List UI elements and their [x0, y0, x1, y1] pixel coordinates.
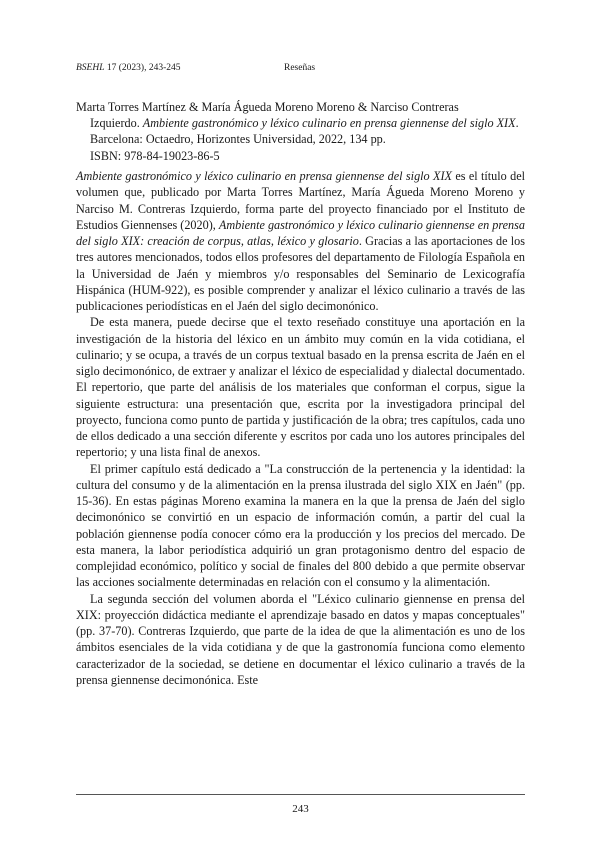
- running-header: [76, 63, 525, 77]
- section-label: Reseñas: [284, 63, 316, 73]
- paragraph-2: De esta manera, puede decirse que el texto reseñado constituye una aportación en la investigación de la historia del léxico en un ámbito muy común en la vida cotidiana, el culinario; y se ocupa, a través de un corpus textual basado en la prensa escrita de Jaén en el siglo decimonónico, de extraer y analizar el léxico de especialidad y dialectal documentado. El repertorio, que parte del análisis de los materiales que conforman el corpus, sigue la siguiente estructura: una presentación que, escrita por la investigadora principal del proyecto, funciona como punto de partida y justificación de la obra; tres capítulos, cada uno de ellos dedicado a una sección diferente y escritos por cada uno los autores principales del repertorio; y una lista final de anexos.: [76, 315, 525, 460]
- reference-author-cont: Izquierdo.: [90, 116, 143, 131]
- book-title-inline: Ambiente gastronómico y léxico culinario en prensa giennense del siglo XIX: [76, 169, 452, 183]
- book-title: Ambiente gastronómico y léxico culinario en prensa giennense del siglo XIX: [142, 116, 516, 131]
- paragraph-3: El primer capítulo está dedicado a "La construcción de la pertenencia y la identidad: la cultura del consumo y de la alimentación en la prensa ilustrada del siglo XIX en Jaén" (pp. 15-36). En estas páginas Moreno examina la manera en la que la prensa de Jaén del siglo decimonónico se convirtió en un espacio de información común, a partir del cual la población giennense podía conocer cómo era la producción y los precios del mercado. De esta manera, la labor periodística adquirió un gran protagonismo dentro del espacio de complejidad económico, político y social de finales del 800 debido a que permite observar las acciones socialmente determinadas en relación con el consumo y la alimentación.: [76, 461, 525, 590]
- bibliographic-reference: [76, 99, 525, 164]
- footer-divider: [76, 794, 525, 795]
- paragraph-4: La segunda sección del volumen aborda el "Léxico culinario giennense en prensa del XIX: proyección didáctica mediante el aprendizaje basado en datos y mapas conceptuales" (pp. 37-70). Contreras Izquierdo, que parte de la idea de que la alimentación es uno de los ámbitos esenciales de la vida cotidiana y de que la gastronomía funciona como elemento caracterizador de la sociedad, se detiene en documentar el léxico culinario a través de la prensa giennense decimonónica. Este: [76, 591, 525, 687]
- reference-authors: Marta Torres Martínez & María Águeda Moreno Moreno & Narciso Contreras: [76, 100, 459, 114]
- review-body: [76, 168, 525, 688]
- reference-details: [76, 115, 525, 164]
- journal-citation: [76, 63, 181, 73]
- paragraph-1: [76, 168, 525, 314]
- reference-publication: . Barcelona: Octaedro, Horizontes Universidad, 2022, 134 pp.: [90, 116, 519, 147]
- paragraph-1-text-b: . Gracias a las aportaciones de los tres autores mencionados, todos ellos profesores del departamento de Filología Española en la Universidad de Jaén y miembros y/o responsables del Seminario de Lexicografía Hispánica (HUM-922), es posible comprender y analizar el léxico culinario a través de las publicaciones periodísticas en el Jaén del siglo decimonónico.: [76, 234, 525, 313]
- journal-issue: 17 (2023), 243-245: [106, 63, 181, 73]
- journal-name: BSEHL: [76, 63, 105, 73]
- project-title: Ambiente gastronómico y léxico culinario giennense en prensa del siglo XIX: creación de corpus, atlas, léxico y glosario: [76, 217, 525, 248]
- reference-isbn: ISBN: 978-84-19023-86-5: [90, 148, 220, 163]
- page-number: 243: [292, 803, 309, 815]
- paragraph-1-text-a: es el título del volumen que, publicado por Marta Torres Martínez, María Águeda Moreno Moreno y Narciso M. Contreras Izquierdo, forma parte del proyecto financiado por el Instituto de Estudios Giennenses (2020),: [76, 169, 525, 232]
